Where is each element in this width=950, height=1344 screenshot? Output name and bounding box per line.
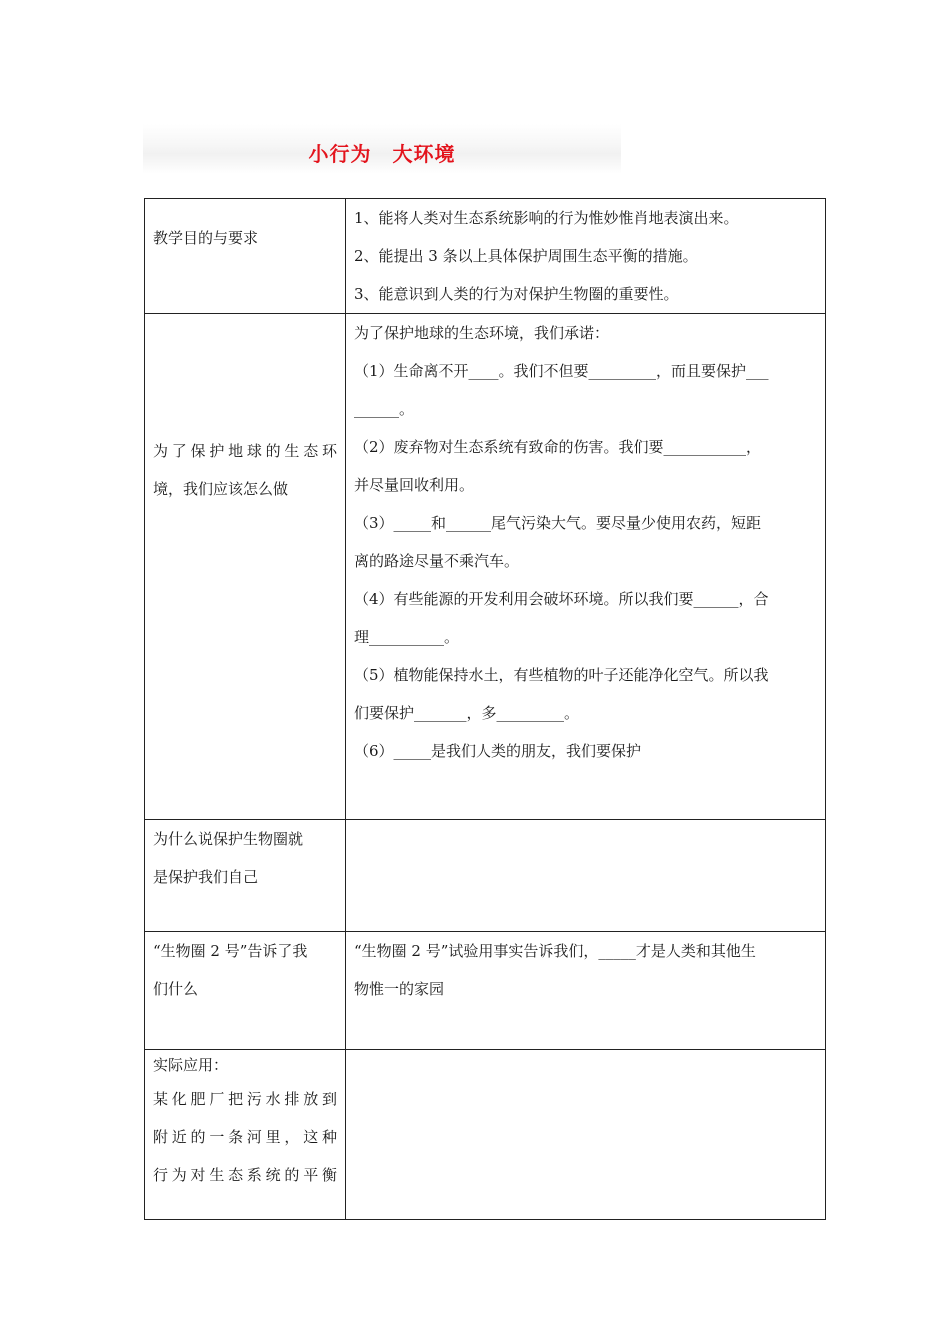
label-line: 为了保护地球的生态环 — [153, 442, 337, 460]
row-label-why — [145, 820, 346, 932]
pledge-line: （5）植物能保持水土，有些植物的叶子还能净化空气。所以我 — [354, 666, 769, 684]
objective-item: 1、能将人类对生态系统影响的行为惟妙惟肖地表演出来。 — [354, 209, 739, 227]
pledge-line: （1）生命离不开____。我们不但要_________，而且要保护___ — [354, 362, 769, 380]
table-row-protection — [145, 314, 826, 820]
table-row-why — [145, 820, 826, 932]
table-row-application — [145, 1050, 826, 1220]
label-line: 是保护我们自己 — [153, 868, 259, 886]
pledge-line: （2）废弃物对生态系统有致命的伤害。我们要___________， — [354, 438, 762, 456]
label-line: “生物圈 2 号”告诉了我 — [153, 942, 308, 960]
row-content-biosphere2 — [346, 932, 826, 1050]
pledge-line: ______。 — [354, 400, 415, 418]
answer-line: 物惟一的家园 — [354, 980, 445, 998]
row-content-application-answer — [346, 1050, 826, 1220]
label-line: 附近的一条河里，这种 — [153, 1128, 337, 1146]
label-line: 实际应用： — [153, 1056, 229, 1074]
row-label-biosphere2 — [145, 932, 346, 1050]
row-content-objectives — [346, 199, 826, 314]
pledge-line: （3）_____和______尾气污染大气。要尽量少使用农药，短距 — [354, 514, 762, 532]
label-line: 某化肥厂把污水排放到 — [153, 1090, 337, 1108]
label-line: 行为对生态系统的平衡 — [153, 1166, 337, 1184]
pledge-intro: 为了保护地球的生态环境，我们承诺： — [354, 324, 610, 342]
pledge-line: 并尽量回收利用。 — [354, 476, 475, 494]
objective-item: 3、能意识到人类的行为对保护生物圈的重要性。 — [354, 285, 679, 303]
objective-item: 2、能提出 3 条以上具体保护周围生态平衡的措施。 — [354, 247, 698, 265]
label-line: 们什么 — [153, 980, 199, 998]
label-line: 为什么说保护生物圈就 — [153, 830, 304, 848]
pledge-line: 们要保护_______，多_________。 — [354, 704, 580, 722]
row-label-objectives — [145, 199, 346, 314]
pledge-line: 理__________。 — [354, 628, 460, 646]
row-label-protection — [145, 314, 346, 820]
document-title: 小行为 大环境 — [308, 142, 456, 166]
pledge-line: （6）_____是我们人类的朋友，我们要保护 — [354, 742, 642, 760]
answer-line: “生物圈 2 号”试验用事实告诉我们，_____才是人类和其他生 — [354, 942, 756, 960]
label-line: 境，我们应该怎么做 — [153, 480, 289, 498]
lesson-plan-table — [144, 198, 826, 1220]
row-content-why-answer — [346, 820, 826, 932]
row-content-protection — [346, 314, 826, 820]
pledge-line: 离的路途尽量不乘汽车。 — [354, 552, 520, 570]
table-row-objectives — [145, 199, 826, 314]
label-line: 教学目的与要求 — [153, 229, 259, 247]
table-row-biosphere2 — [145, 932, 826, 1050]
pledge-line: （4）有些能源的开发利用会破坏环境。所以我们要______，合 — [354, 590, 769, 608]
row-label-application — [145, 1050, 346, 1220]
